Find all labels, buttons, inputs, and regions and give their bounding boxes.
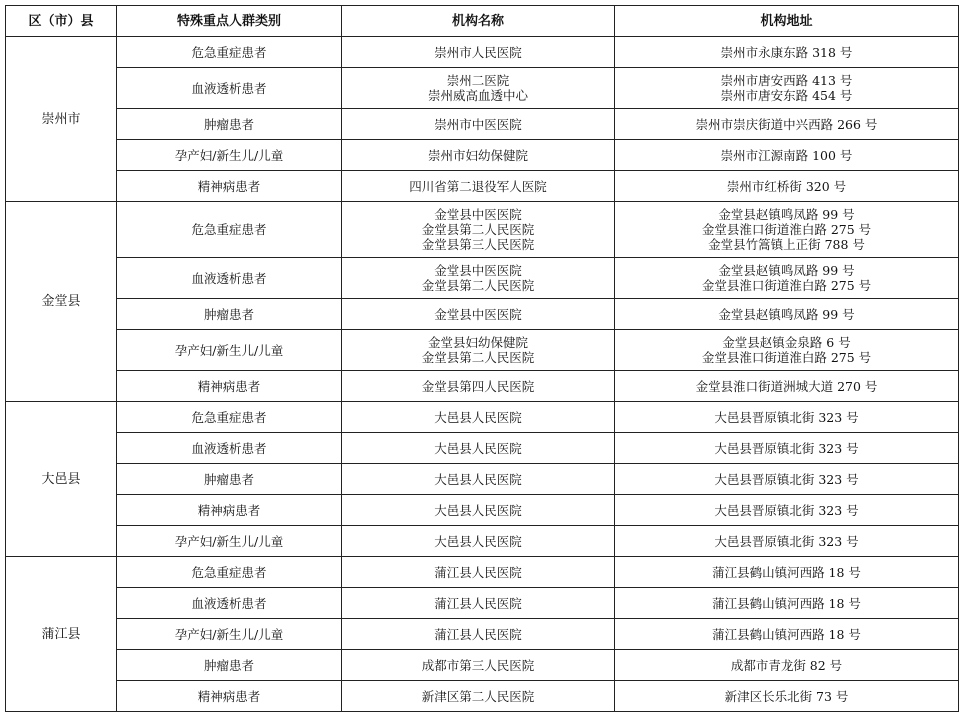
- institution-cell: [342, 37, 615, 68]
- category-cell: 危急重症患者: [117, 402, 342, 433]
- institution-address: 大邑县晋原镇北街 323 号: [714, 471, 859, 487]
- institution-cell: [342, 650, 615, 681]
- header-institution: 机构名称: [342, 6, 615, 37]
- address-cell: [615, 371, 959, 402]
- category-cell: 肿瘤患者: [117, 109, 342, 140]
- institution-name: 蒲江县人民医院: [434, 626, 522, 642]
- category-cell: 孕产妇/新生儿/儿童: [117, 619, 342, 650]
- institution-name: 大邑县人民医院: [434, 533, 522, 549]
- category-cell: 精神病患者: [117, 171, 342, 202]
- institution-address: 崇州市崇庆街道中兴西路 266 号: [695, 116, 878, 132]
- institution-name: 崇州威高血透中心: [427, 88, 528, 103]
- address-cell: [615, 68, 959, 109]
- institution-address: 金堂县淮口街道淮白路 275 号: [701, 350, 872, 365]
- address-cell: [615, 588, 959, 619]
- category-cell: 孕产妇/新生儿/儿童: [117, 526, 342, 557]
- category-cell: 血液透析患者: [117, 68, 342, 109]
- category-cell: 危急重症患者: [117, 557, 342, 588]
- address-cell: [615, 495, 959, 526]
- category-cell: 精神病患者: [117, 371, 342, 402]
- institution-name: 金堂县第四人民医院: [421, 378, 535, 394]
- county-cell: 崇州市: [6, 37, 117, 202]
- county-cell: 蒲江县: [6, 557, 117, 712]
- institution-name: 大邑县人民医院: [434, 471, 522, 487]
- header-address: 机构地址: [615, 6, 959, 37]
- institution-name: 崇州市中医医院: [434, 116, 522, 132]
- address-cell: [615, 37, 959, 68]
- header-county: 区（市）县: [6, 6, 117, 37]
- institution-cell: [342, 171, 615, 202]
- institution-cell: [342, 588, 615, 619]
- address-cell: [615, 681, 959, 712]
- institution-address: 崇州市江源南路 100 号: [720, 147, 853, 163]
- table-row: [6, 140, 959, 171]
- category-cell: 肿瘤患者: [117, 650, 342, 681]
- institution-name: 大邑县人民医院: [434, 502, 522, 518]
- institution-name: 大邑县人民医院: [434, 440, 522, 456]
- institution-cell: [342, 526, 615, 557]
- category-cell: 危急重症患者: [117, 202, 342, 258]
- institution-address: 金堂县竹篙镇上正街 788 号: [708, 237, 865, 252]
- institution-cell: [342, 109, 615, 140]
- county-cell: 大邑县: [6, 402, 117, 557]
- institution-address: 金堂县赵镇金泉路 6 号: [722, 335, 851, 350]
- address-cell: [615, 171, 959, 202]
- institution-cell: [342, 681, 615, 712]
- table-row: [6, 299, 959, 330]
- institution-name: 蒲江县人民医院: [434, 564, 522, 580]
- institution-address: 金堂县赵镇鸣凤路 99 号: [718, 306, 855, 322]
- institution-address: 崇州市唐安西路 413 号: [720, 73, 853, 88]
- address-cell: [615, 109, 959, 140]
- category-cell: 血液透析患者: [117, 258, 342, 299]
- county-cell: 金堂县: [6, 202, 117, 402]
- institution-address: 大邑县晋原镇北街 323 号: [714, 533, 859, 549]
- institution-cell: [342, 557, 615, 588]
- address-cell: [615, 650, 959, 681]
- institution-address: 新津区长乐北街 73 号: [724, 688, 849, 704]
- institution-name: 金堂县第二人民医院: [421, 222, 535, 237]
- table-row: [6, 258, 959, 299]
- institution-cell: [342, 68, 615, 109]
- institution-name: 崇州市妇幼保健院: [427, 147, 528, 163]
- institution-address: 大邑县晋原镇北街 323 号: [714, 440, 859, 456]
- institution-cell: [342, 371, 615, 402]
- address-cell: [615, 299, 959, 330]
- institution-address: 蒲江县鹤山镇河西路 18 号: [712, 595, 861, 611]
- table-row: [6, 557, 959, 588]
- institution-address: 蒲江县鹤山镇河西路 18 号: [712, 564, 861, 580]
- table-row: [6, 202, 959, 258]
- address-cell: [615, 557, 959, 588]
- address-cell: [615, 526, 959, 557]
- institution-cell: [342, 330, 615, 371]
- institution-name: 金堂县中医医院: [434, 306, 522, 322]
- address-cell: [615, 202, 959, 258]
- table-body: [6, 37, 959, 712]
- category-cell: 血液透析患者: [117, 433, 342, 464]
- institution-address: 金堂县淮口街道淮白路 275 号: [701, 278, 872, 293]
- institution-cell: [342, 495, 615, 526]
- header-row: [6, 6, 959, 37]
- address-cell: [615, 140, 959, 171]
- institution-cell: [342, 433, 615, 464]
- address-cell: [615, 402, 959, 433]
- category-cell: 精神病患者: [117, 495, 342, 526]
- institution-cell: [342, 464, 615, 495]
- table-row: [6, 68, 959, 109]
- table-row: [6, 464, 959, 495]
- institution-address: 金堂县赵镇鸣凤路 99 号: [718, 207, 855, 222]
- table-row: [6, 526, 959, 557]
- category-cell: 精神病患者: [117, 681, 342, 712]
- address-cell: [615, 258, 959, 299]
- institution-cell: [342, 258, 615, 299]
- category-cell: 肿瘤患者: [117, 299, 342, 330]
- institution-address: 蒲江县鹤山镇河西路 18 号: [712, 626, 861, 642]
- table-row: [6, 37, 959, 68]
- institution-cell: [342, 202, 615, 258]
- institution-cell: [342, 619, 615, 650]
- institution-address: 大邑县晋原镇北街 323 号: [714, 502, 859, 518]
- category-cell: 血液透析患者: [117, 588, 342, 619]
- table-row: [6, 619, 959, 650]
- institution-cell: [342, 140, 615, 171]
- institution-name: 崇州市人民医院: [434, 44, 522, 60]
- institution-name: 新津区第二人民医院: [421, 688, 535, 704]
- institution-name: 崇州二医院: [446, 73, 510, 88]
- institution-name: 金堂县中医医院: [434, 263, 522, 278]
- institution-address: 金堂县赵镇鸣凤路 99 号: [718, 263, 855, 278]
- category-cell: 危急重症患者: [117, 37, 342, 68]
- institution-name: 成都市第三人民医院: [421, 657, 535, 673]
- institution-cell: [342, 402, 615, 433]
- address-cell: [615, 433, 959, 464]
- address-cell: [615, 330, 959, 371]
- table-row: [6, 402, 959, 433]
- institution-address: 崇州市永康东路 318 号: [720, 44, 853, 60]
- institution-address: 金堂县淮口街道淮白路 275 号: [701, 222, 872, 237]
- category-cell: 孕产妇/新生儿/儿童: [117, 330, 342, 371]
- institution-address: 成都市青龙街 82 号: [730, 657, 843, 673]
- institution-name: 大邑县人民医院: [434, 409, 522, 425]
- table-row: [6, 171, 959, 202]
- table-row: [6, 371, 959, 402]
- institution-address: 大邑县晋原镇北街 323 号: [714, 409, 859, 425]
- institution-name: 金堂县第三人民医院: [421, 237, 535, 252]
- institution-name: 金堂县第二人民医院: [421, 350, 535, 365]
- table-row: [6, 109, 959, 140]
- institution-table: [5, 5, 959, 712]
- institution-address: 金堂县淮口街道洲城大道 270 号: [695, 378, 878, 394]
- category-cell: 肿瘤患者: [117, 464, 342, 495]
- table-row: [6, 681, 959, 712]
- institution-cell: [342, 299, 615, 330]
- institution-name: 金堂县中医医院: [434, 207, 522, 222]
- institution-address: 崇州市唐安东路 454 号: [720, 88, 853, 103]
- institution-name: 金堂县第二人民医院: [421, 278, 535, 293]
- table-row: [6, 495, 959, 526]
- header-category: 特殊重点人群类别: [117, 6, 342, 37]
- address-cell: [615, 464, 959, 495]
- institution-name: 四川省第二退役军人医院: [409, 178, 547, 194]
- table-row: [6, 433, 959, 464]
- institution-name: 金堂县妇幼保健院: [427, 335, 528, 350]
- table-row: [6, 588, 959, 619]
- table-row: [6, 330, 959, 371]
- table-row: [6, 650, 959, 681]
- category-cell: 孕产妇/新生儿/儿童: [117, 140, 342, 171]
- institution-name: 蒲江县人民医院: [434, 595, 522, 611]
- address-cell: [615, 619, 959, 650]
- institution-address: 崇州市红桥街 320 号: [726, 178, 847, 194]
